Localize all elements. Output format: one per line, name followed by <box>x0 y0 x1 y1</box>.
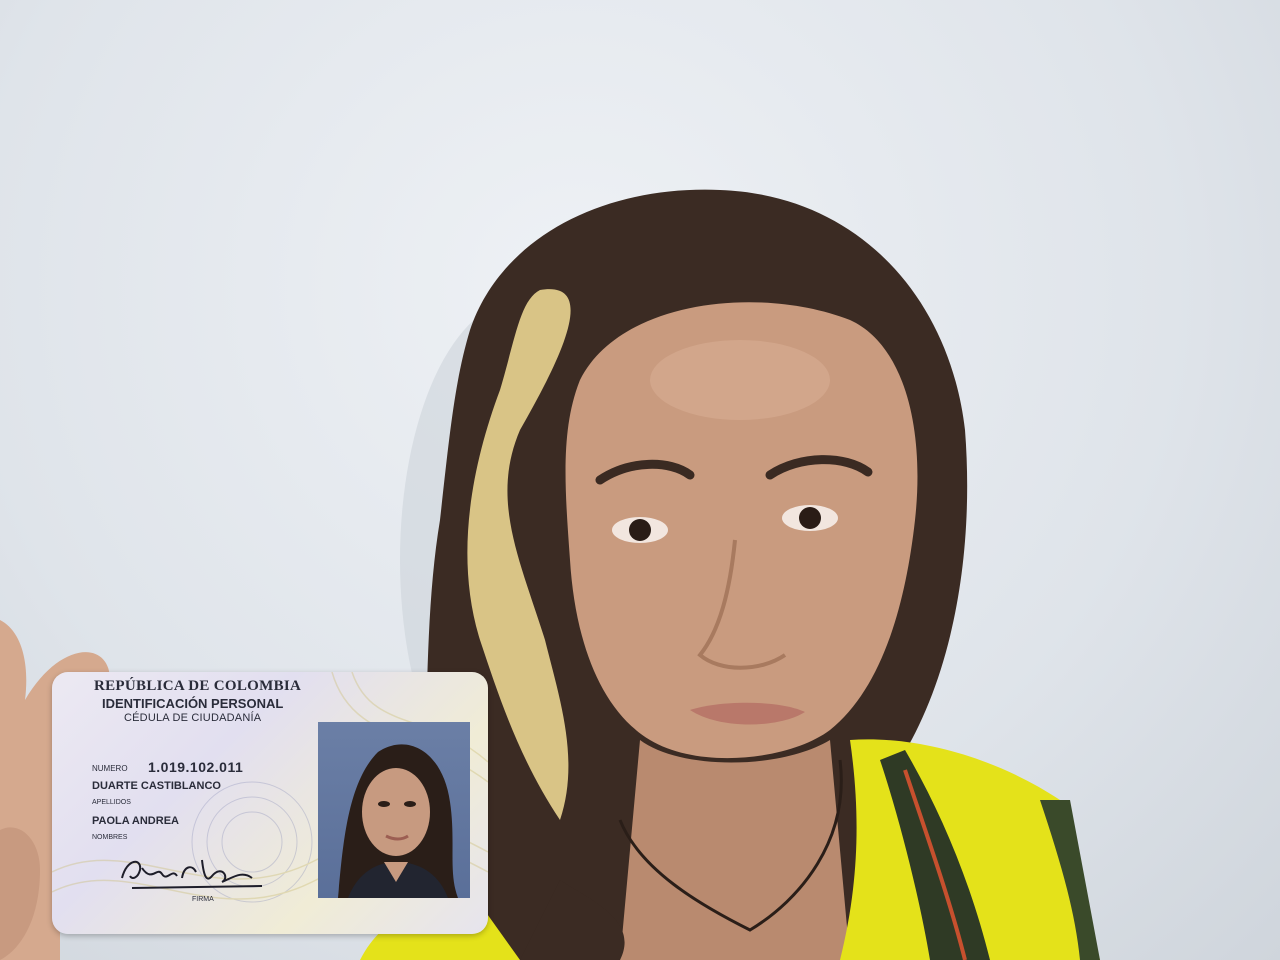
id-card <box>52 672 488 934</box>
card-document-subtype: CÉDULA DE CIUDADANÍA <box>124 712 262 724</box>
card-document-type: IDENTIFICACIÓN PERSONAL <box>102 696 284 711</box>
card-number-label: NUMERO <box>92 764 128 773</box>
card-country: REPÚBLICA DE COLOMBIA <box>94 678 302 694</box>
card-number: 1.019.102.011 <box>148 759 244 775</box>
card-surnames: DUARTE CASTIBLANCO <box>92 780 221 792</box>
card-surnames-label: APELLIDOS <box>92 799 131 806</box>
card-names: PAOLA ANDREA <box>92 815 179 827</box>
card-photo <box>318 722 470 898</box>
card-signature <box>112 848 272 898</box>
card-photo-portrait <box>318 722 470 898</box>
card-names-label: NOMBRES <box>92 834 128 841</box>
card-signature-label: FIRMA <box>192 896 214 903</box>
